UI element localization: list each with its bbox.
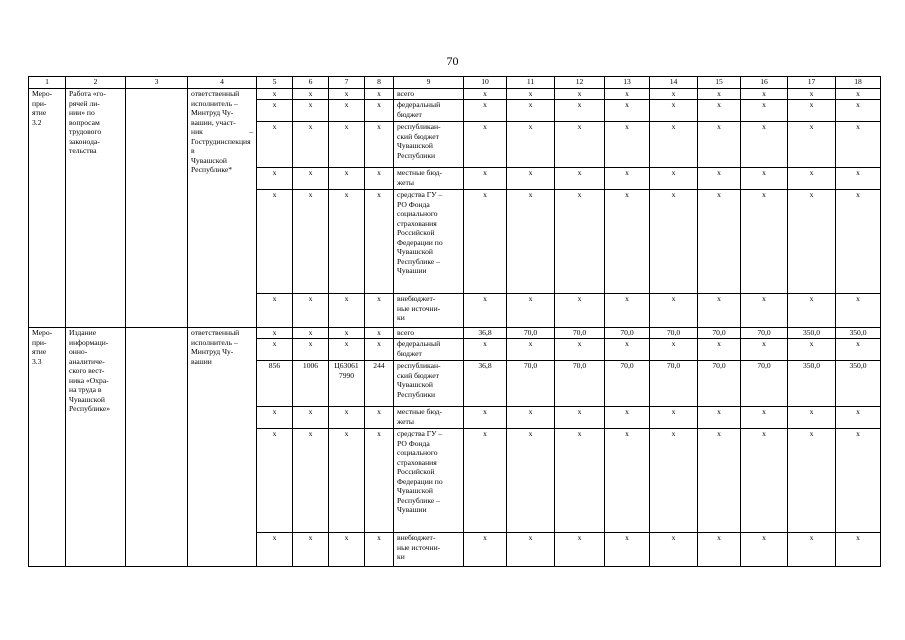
column-number-cell: 18 xyxy=(836,77,881,89)
value-cell: x xyxy=(788,89,836,100)
code-cell: x xyxy=(257,407,293,429)
value-cell: x xyxy=(507,429,555,533)
value-cell: x xyxy=(836,533,881,567)
column-number-cell: 1 xyxy=(29,77,66,89)
code-cell: x xyxy=(257,429,293,533)
value-cell: x xyxy=(788,100,836,122)
value-cell: x xyxy=(836,339,881,361)
value-cell: x xyxy=(650,100,698,122)
value-cell: x xyxy=(698,339,741,361)
value-cell: x xyxy=(650,339,698,361)
executor-cell: ответственный исполнитель – Минтруд Чу- вашии xyxy=(188,328,257,567)
code-cell: x xyxy=(257,328,293,339)
value-cell: 70,0 xyxy=(507,328,555,339)
code-cell: x xyxy=(329,168,365,190)
value-cell: 70,0 xyxy=(605,361,650,407)
value-cell: x xyxy=(788,429,836,533)
funding-source-cell: федеральный бюджет xyxy=(394,100,464,122)
value-cell: x xyxy=(650,294,698,328)
value-cell: x xyxy=(555,533,605,567)
column-number-cell: 17 xyxy=(788,77,836,89)
activity-description-cell: Работа «го- рячей ли- нии» по вопросам трудового законода- тельства xyxy=(66,89,126,328)
value-cell: 70,0 xyxy=(698,328,741,339)
funding-source-cell: федеральный бюджет xyxy=(394,339,464,361)
value-cell: x xyxy=(555,339,605,361)
code-cell: 244 xyxy=(365,361,394,407)
column-number-cell: 5 xyxy=(257,77,293,89)
value-cell: x xyxy=(555,122,605,168)
value-cell: x xyxy=(605,168,650,190)
page-number: 70 xyxy=(446,54,459,68)
value-cell: 70,0 xyxy=(650,361,698,407)
value-cell: x xyxy=(741,168,788,190)
value-cell: x xyxy=(698,533,741,567)
code-cell: x xyxy=(365,89,394,100)
value-cell: x xyxy=(741,122,788,168)
value-cell: x xyxy=(741,407,788,429)
value-cell: x xyxy=(741,190,788,294)
code-cell: x xyxy=(257,100,293,122)
column-number-cell: 10 xyxy=(464,77,507,89)
code-cell: 856 xyxy=(257,361,293,407)
code-cell: x xyxy=(329,429,365,533)
value-cell: x xyxy=(836,429,881,533)
code-cell: x xyxy=(329,294,365,328)
value-cell: x xyxy=(605,122,650,168)
value-cell: x xyxy=(464,533,507,567)
value-cell: x xyxy=(741,429,788,533)
value-cell: x xyxy=(555,407,605,429)
code-cell: x xyxy=(365,533,394,567)
table-body xyxy=(29,77,881,567)
value-cell: x xyxy=(464,407,507,429)
value-cell: x xyxy=(698,190,741,294)
column-number-cell: 11 xyxy=(507,77,555,89)
value-cell: x xyxy=(741,294,788,328)
funding-source-cell: всего xyxy=(394,89,464,100)
value-cell: x xyxy=(698,100,741,122)
value-cell: x xyxy=(507,339,555,361)
value-cell: x xyxy=(836,122,881,168)
code-cell: x xyxy=(329,100,365,122)
value-cell: x xyxy=(788,294,836,328)
value-cell: 70,0 xyxy=(741,328,788,339)
value-cell: x xyxy=(605,100,650,122)
value-cell: x xyxy=(464,100,507,122)
code-cell: x xyxy=(293,328,329,339)
table-row xyxy=(29,328,881,339)
value-cell: x xyxy=(836,100,881,122)
value-cell: x xyxy=(605,429,650,533)
value-cell: 70,0 xyxy=(555,361,605,407)
value-cell: x xyxy=(555,100,605,122)
funding-source-cell: внебюджет- ные источни- ки xyxy=(394,533,464,567)
code-cell: x xyxy=(329,339,365,361)
code-cell: x xyxy=(293,190,329,294)
value-cell: x xyxy=(464,339,507,361)
value-cell: x xyxy=(555,89,605,100)
column-number-cell: 12 xyxy=(555,77,605,89)
code-cell: x xyxy=(365,407,394,429)
code-cell: x xyxy=(365,339,394,361)
empty-column-cell xyxy=(126,328,188,567)
code-cell: x xyxy=(329,190,365,294)
value-cell: 36,8 xyxy=(464,361,507,407)
value-cell: x xyxy=(464,429,507,533)
value-cell: x xyxy=(507,407,555,429)
value-cell: 70,0 xyxy=(555,328,605,339)
value-cell: x xyxy=(507,100,555,122)
value-cell: 350,0 xyxy=(836,361,881,407)
column-number-cell: 7 xyxy=(329,77,365,89)
code-cell: x xyxy=(257,294,293,328)
code-cell: x xyxy=(293,168,329,190)
value-cell: x xyxy=(836,190,881,294)
value-cell: x xyxy=(464,122,507,168)
code-cell: x xyxy=(293,122,329,168)
value-cell: x xyxy=(605,294,650,328)
value-cell: x xyxy=(464,168,507,190)
value-cell: x xyxy=(555,294,605,328)
code-cell: x xyxy=(365,429,394,533)
activity-number-cell: Меро- при- ятие 3.2 xyxy=(29,89,66,328)
value-cell: x xyxy=(507,89,555,100)
code-cell: x xyxy=(329,122,365,168)
value-cell: x xyxy=(788,533,836,567)
value-cell: x xyxy=(507,190,555,294)
code-cell: x xyxy=(257,168,293,190)
code-cell: x xyxy=(329,328,365,339)
value-cell: x xyxy=(650,407,698,429)
value-cell: x xyxy=(464,89,507,100)
column-number-cell: 8 xyxy=(365,77,394,89)
funding-source-cell: средства ГУ – РО Фонда социального страхования Российской Федерации по Чувашской Республике – Чувашии xyxy=(394,429,464,533)
code-cell: x xyxy=(257,122,293,168)
code-cell: x xyxy=(257,339,293,361)
value-cell: 350,0 xyxy=(788,328,836,339)
value-cell: x xyxy=(788,190,836,294)
column-number-cell: 4 xyxy=(188,77,257,89)
value-cell: x xyxy=(650,533,698,567)
table-row xyxy=(29,89,881,100)
code-cell: x xyxy=(293,429,329,533)
value-cell: x xyxy=(836,294,881,328)
column-number-cell: 14 xyxy=(650,77,698,89)
column-number-row xyxy=(29,77,881,89)
funding-source-cell: средства ГУ – РО Фонда социального страхования Российской Федерации по Чувашской Республике – Чувашии xyxy=(394,190,464,294)
activity-number-cell: Меро- при- ятие 3.3 xyxy=(29,328,66,567)
value-cell: x xyxy=(464,190,507,294)
code-cell: x xyxy=(365,328,394,339)
value-cell: x xyxy=(605,533,650,567)
code-cell: x xyxy=(293,294,329,328)
value-cell: x xyxy=(464,294,507,328)
column-number-cell: 15 xyxy=(698,77,741,89)
funding-source-cell: местные бюд- жеты xyxy=(394,407,464,429)
value-cell: x xyxy=(650,190,698,294)
value-cell: x xyxy=(836,407,881,429)
code-cell: x xyxy=(293,407,329,429)
value-cell: x xyxy=(698,122,741,168)
code-cell: x xyxy=(329,89,365,100)
value-cell: x xyxy=(698,168,741,190)
value-cell: x xyxy=(555,168,605,190)
value-cell: x xyxy=(788,122,836,168)
value-cell: 350,0 xyxy=(788,361,836,407)
funding-source-cell: республикан- ский бюджет Чувашской Республики xyxy=(394,122,464,168)
code-cell: x xyxy=(365,100,394,122)
code-cell: x xyxy=(293,533,329,567)
value-cell: x xyxy=(650,89,698,100)
value-cell: x xyxy=(741,339,788,361)
activity-description-cell: Издание информаци- онно- аналитиче- ского вест- ника «Охра- на труда в Чувашской Республике» xyxy=(66,328,126,567)
funding-source-cell: всего xyxy=(394,328,464,339)
code-cell: x xyxy=(293,89,329,100)
value-cell: 70,0 xyxy=(741,361,788,407)
code-cell: x xyxy=(293,100,329,122)
value-cell: x xyxy=(650,429,698,533)
executor-cell: ответственный исполнитель – Минтруд Чу- вашии, участ- ник – Гострудинспекция в Чувашской Республике* xyxy=(188,89,257,328)
code-cell: x xyxy=(365,122,394,168)
code-cell: x xyxy=(365,168,394,190)
value-cell: x xyxy=(507,122,555,168)
code-cell: x xyxy=(293,339,329,361)
column-number-cell: 6 xyxy=(293,77,329,89)
code-cell: x xyxy=(365,294,394,328)
value-cell: 70,0 xyxy=(698,361,741,407)
code-cell: 1006 xyxy=(293,361,329,407)
empty-column-cell xyxy=(126,89,188,328)
funding-source-cell: местные бюд- жеты xyxy=(394,168,464,190)
value-cell: x xyxy=(698,294,741,328)
code-cell: x xyxy=(329,533,365,567)
value-cell: 36,8 xyxy=(464,328,507,339)
value-cell: x xyxy=(788,407,836,429)
value-cell: 350,0 xyxy=(836,328,881,339)
value-cell: x xyxy=(698,429,741,533)
value-cell: x xyxy=(788,168,836,190)
value-cell: x xyxy=(836,168,881,190)
column-number-cell: 13 xyxy=(605,77,650,89)
value-cell: x xyxy=(507,294,555,328)
value-cell: x xyxy=(650,122,698,168)
column-number-cell: 2 xyxy=(66,77,126,89)
value-cell: x xyxy=(605,190,650,294)
column-number-cell: 9 xyxy=(394,77,464,89)
code-cell: x xyxy=(257,533,293,567)
value-cell: x xyxy=(698,407,741,429)
value-cell: x xyxy=(555,429,605,533)
value-cell: 70,0 xyxy=(650,328,698,339)
code-cell: x xyxy=(257,89,293,100)
value-cell: x xyxy=(507,533,555,567)
value-cell: x xyxy=(788,339,836,361)
value-cell: x xyxy=(555,190,605,294)
value-cell: x xyxy=(650,168,698,190)
code-cell: x xyxy=(365,190,394,294)
budget-table xyxy=(28,76,881,567)
value-cell: 70,0 xyxy=(507,361,555,407)
code-cell: x xyxy=(257,190,293,294)
code-cell: Ц63061 7990 xyxy=(329,361,365,407)
value-cell: x xyxy=(698,89,741,100)
funding-source-cell: республикан- ский бюджет Чувашской Республики xyxy=(394,361,464,407)
value-cell: x xyxy=(836,89,881,100)
value-cell: x xyxy=(605,339,650,361)
funding-source-cell: внебюджет- ные источни- ки xyxy=(394,294,464,328)
code-cell: x xyxy=(329,407,365,429)
column-number-cell: 3 xyxy=(126,77,188,89)
column-number-cell: 16 xyxy=(741,77,788,89)
value-cell: x xyxy=(741,533,788,567)
value-cell: x xyxy=(605,89,650,100)
value-cell: x xyxy=(741,100,788,122)
value-cell: x xyxy=(507,168,555,190)
value-cell: x xyxy=(741,89,788,100)
value-cell: 70,0 xyxy=(605,328,650,339)
value-cell: x xyxy=(605,407,650,429)
